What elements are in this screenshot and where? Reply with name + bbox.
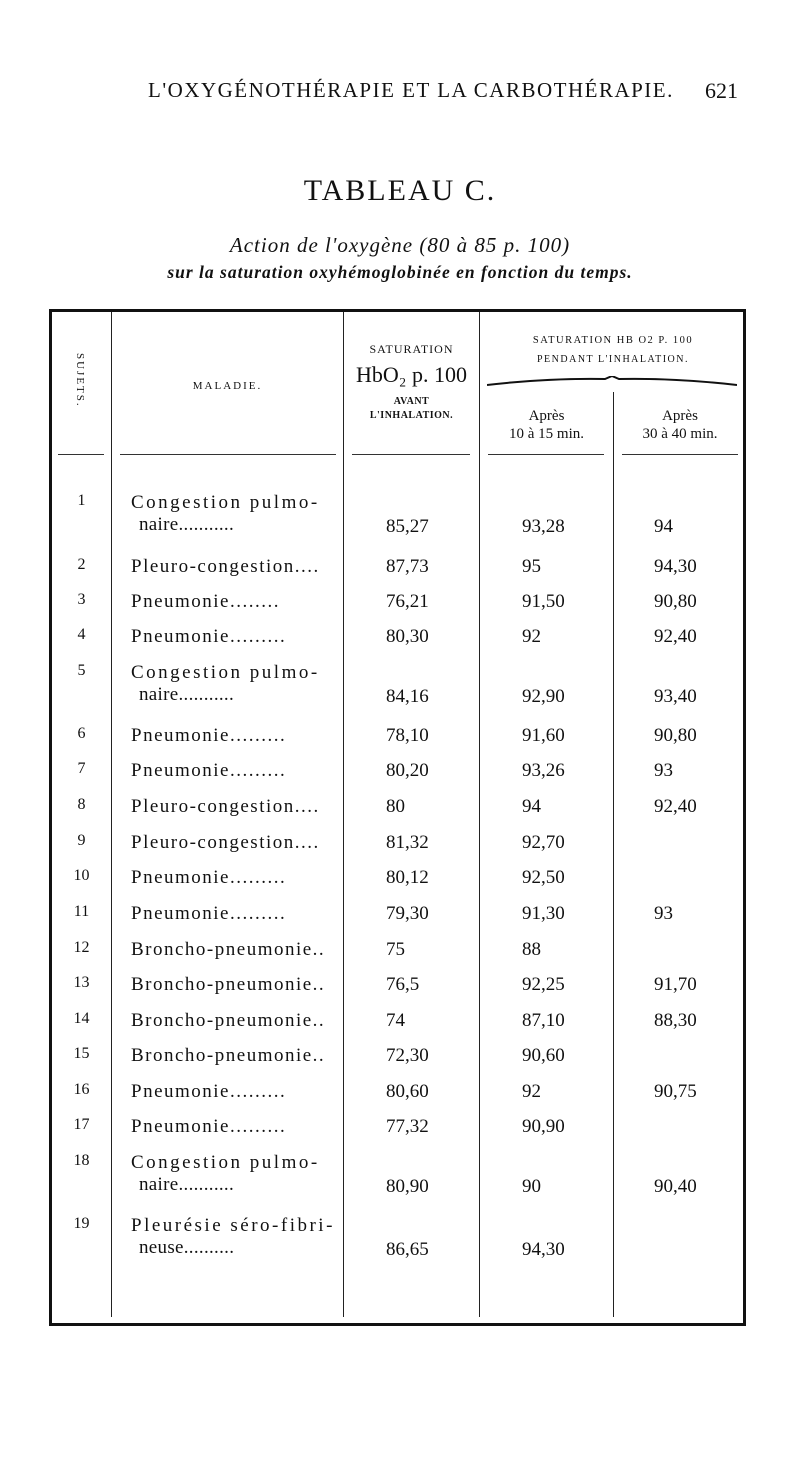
header-avant-line1: AVANT <box>393 396 430 407</box>
row-apres-10-15: 92,50 <box>522 867 565 888</box>
row-saturation-avant: 81,32 <box>386 832 429 853</box>
row-maladie <box>131 939 336 961</box>
table-subtitle-line1: Action de l'oxygène (80 à 85 p. 100) <box>229 233 571 257</box>
maladie-line1: Broncho-pneumonie.. <box>131 1045 326 1066</box>
row-apres-30-40: 92,40 <box>654 626 697 647</box>
maladie-line1: Broncho-pneumonie.. <box>131 939 326 960</box>
maladie-line2: neuse.......... <box>139 1237 235 1258</box>
header-apres-30-40 <box>614 407 746 443</box>
page-number: 621 <box>705 78 738 103</box>
row-maladie <box>131 492 336 536</box>
maladie-line1: Pneumonie......... <box>131 626 287 647</box>
maladie-line1: Broncho-pneumonie.. <box>131 974 326 995</box>
row-saturation-avant: 80,90 <box>386 1176 429 1197</box>
row-apres-10-15: 87,10 <box>522 1010 565 1031</box>
row-apres-10-15: 91,60 <box>522 725 565 746</box>
row-number: 18 <box>73 1152 90 1169</box>
row-saturation-avant: 80,20 <box>386 760 429 781</box>
maladie-line1: Pneumonie......... <box>131 760 287 781</box>
header-avant <box>344 395 479 423</box>
maladie-line1: Pneumonie......... <box>131 867 287 888</box>
row-maladie <box>131 903 336 925</box>
row-apres-30-40: 92,40 <box>654 796 697 817</box>
row-maladie <box>131 832 336 854</box>
column-divider <box>479 312 480 1317</box>
row-number: 19 <box>73 1215 90 1232</box>
maladie-line1: Pleurésie séro-fibri- <box>131 1215 335 1236</box>
header-rule <box>622 454 738 455</box>
row-number: 8 <box>77 796 86 813</box>
maladie-line1: Congestion pulmo- <box>131 1152 320 1173</box>
row-number: 4 <box>77 626 86 643</box>
row-saturation-avant: 76,5 <box>386 974 420 995</box>
row-number: 17 <box>73 1116 90 1133</box>
row-maladie <box>131 626 336 648</box>
row-apres-10-15: 91,50 <box>522 591 565 612</box>
row-maladie <box>131 974 336 996</box>
row-maladie <box>131 662 336 706</box>
maladie-line1: Pneumonie......... <box>131 1116 287 1137</box>
row-saturation-avant: 80,12 <box>386 867 429 888</box>
header-rule <box>488 454 604 455</box>
row-maladie <box>131 1215 336 1259</box>
row-saturation-avant: 74 <box>386 1010 405 1031</box>
maladie-line2: naire........... <box>139 684 235 705</box>
header-apres2-line1: Après <box>662 408 698 424</box>
row-apres-10-15: 92 <box>522 1081 541 1102</box>
row-number: 9 <box>77 832 86 849</box>
maladie-line1: Broncho-pneumonie.. <box>131 1010 326 1031</box>
row-saturation-avant: 75 <box>386 939 405 960</box>
header-sujets <box>60 347 100 407</box>
column-divider <box>343 312 344 1317</box>
row-apres-10-15: 94 <box>522 796 541 817</box>
row-saturation-avant: 86,65 <box>386 1239 429 1260</box>
header-apres1-line1: Après <box>528 408 565 424</box>
row-apres-10-15: 94,30 <box>522 1239 565 1260</box>
row-apres-30-40: 93 <box>654 760 673 781</box>
row-apres-10-15: 92 <box>522 626 541 647</box>
row-apres-10-15: 91,30 <box>522 903 565 924</box>
row-number: 2 <box>77 556 86 573</box>
header-rule <box>120 454 336 455</box>
row-apres-10-15: 88 <box>522 939 541 960</box>
row-number: 14 <box>73 1010 90 1027</box>
table-subtitle-line2: sur la saturation oxyhémoglobinée en fonction du temps. <box>167 262 633 282</box>
row-apres-10-15: 90,60 <box>522 1045 565 1066</box>
row-saturation-avant: 80 <box>386 796 405 817</box>
row-apres-30-40: 88,30 <box>654 1010 697 1031</box>
row-apres-30-40: 90,75 <box>654 1081 697 1102</box>
row-apres-30-40: 93 <box>654 903 673 924</box>
row-maladie <box>131 1081 336 1103</box>
header-pendant-line2: PENDANT L'INHALATION. <box>537 354 689 365</box>
header-pendant-line1: SATURATION HB O2 P. 100 <box>532 335 694 346</box>
header-apres1-line2: 10 à 15 min. <box>509 426 584 442</box>
row-apres-30-40: 94 <box>654 516 673 537</box>
running-head-title: L'OXYGÉNOTHÉRAPIE ET LA CARBOTHÉRAPIE. <box>148 78 674 102</box>
row-number: 15 <box>73 1045 90 1062</box>
column-divider <box>613 392 614 1317</box>
header-rule <box>58 454 104 455</box>
row-saturation-avant: 80,60 <box>386 1081 429 1102</box>
row-apres-30-40: 93,40 <box>654 686 697 707</box>
row-number: 7 <box>77 760 86 777</box>
row-number: 16 <box>73 1081 90 1098</box>
data-table <box>49 309 746 1326</box>
running-head <box>0 78 800 108</box>
row-apres-30-40: 94,30 <box>654 556 697 577</box>
row-saturation-avant: 87,73 <box>386 556 429 577</box>
row-apres-10-15: 95 <box>522 556 541 577</box>
header-avant-line2: L'INHALATION. <box>369 410 454 421</box>
row-maladie <box>131 1045 336 1067</box>
row-number: 1 <box>77 492 86 509</box>
row-apres-10-15: 92,70 <box>522 832 565 853</box>
maladie-line2: naire........... <box>139 514 235 535</box>
header-saturation: SATURATION <box>369 342 454 356</box>
row-number: 10 <box>73 867 90 884</box>
row-apres-10-15: 90 <box>522 1176 541 1197</box>
row-saturation-avant: 84,16 <box>386 686 429 707</box>
maladie-line1: Congestion pulmo- <box>131 662 320 683</box>
row-saturation-avant: 77,32 <box>386 1116 429 1137</box>
row-maladie <box>131 1010 336 1032</box>
maladie-line1: Pneumonie......... <box>131 1081 287 1102</box>
row-apres-10-15: 92,90 <box>522 686 565 707</box>
row-number: 5 <box>77 662 86 679</box>
maladie-line1: Pneumonie......... <box>131 903 287 924</box>
row-saturation-avant: 78,10 <box>386 725 429 746</box>
row-apres-30-40: 90,80 <box>654 591 697 612</box>
maladie-line1: Pleuro-congestion.... <box>131 832 320 853</box>
header-rule <box>352 454 470 455</box>
row-number: 6 <box>77 725 86 742</box>
header-apres2-line2: 30 à 40 min. <box>642 426 718 442</box>
row-number: 12 <box>73 939 90 956</box>
row-apres-10-15: 90,90 <box>522 1116 565 1137</box>
row-number: 13 <box>73 974 90 991</box>
table-title: TABLEAU C. <box>303 174 497 207</box>
row-apres-30-40: 90,80 <box>654 725 697 746</box>
row-saturation-avant: 76,21 <box>386 591 429 612</box>
maladie-line2: naire........... <box>139 1174 235 1195</box>
row-maladie <box>131 1116 336 1138</box>
row-maladie <box>131 796 336 818</box>
row-number: 3 <box>77 591 86 608</box>
maladie-line1: Pleuro-congestion.... <box>131 796 320 817</box>
row-maladie <box>131 1152 336 1196</box>
maladie-line1: Pneumonie......... <box>131 725 287 746</box>
maladie-line1: Pneumonie........ <box>131 591 280 612</box>
maladie-line1: Congestion pulmo- <box>131 492 320 513</box>
header-apres-10-15 <box>480 407 613 443</box>
row-saturation-avant: 80,30 <box>386 626 429 647</box>
row-apres-10-15: 92,25 <box>522 974 565 995</box>
header-saturation-formula: HbO₂ p. 100 <box>356 362 467 387</box>
maladie-line1: Pleuro-congestion.... <box>131 556 320 577</box>
row-saturation-avant: 85,27 <box>386 516 429 537</box>
row-apres-30-40: 91,70 <box>654 974 697 995</box>
row-saturation-avant: 79,30 <box>386 903 429 924</box>
header-maladie: MALADIE. <box>192 380 263 392</box>
row-apres-10-15: 93,26 <box>522 760 565 781</box>
row-maladie <box>131 760 336 782</box>
row-maladie <box>131 591 336 613</box>
column-divider <box>111 312 112 1317</box>
row-apres-30-40: 90,40 <box>654 1176 697 1197</box>
row-number: 11 <box>73 903 90 920</box>
header-sujets-label: SUJETS. <box>74 353 86 408</box>
row-saturation-avant: 72,30 <box>386 1045 429 1066</box>
row-maladie <box>131 556 336 578</box>
row-apres-10-15: 93,28 <box>522 516 565 537</box>
header-brace <box>487 376 737 386</box>
row-maladie <box>131 725 336 747</box>
row-maladie <box>131 867 336 889</box>
